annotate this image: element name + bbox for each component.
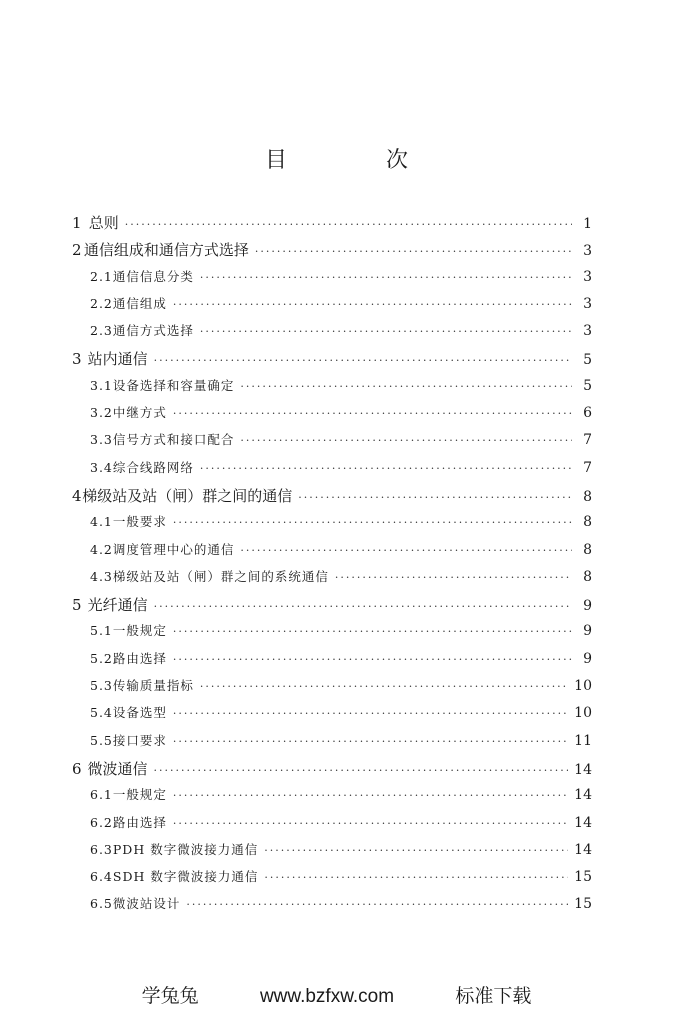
toc-entry-number: 3.1 [90,377,113,393]
toc-entry-page: 8 [583,514,592,531]
toc-entry[interactable] [72,348,592,375]
toc-entry[interactable] [72,703,592,730]
toc-leader-dots [125,219,572,230]
toc-entry-page: 8 [583,488,592,505]
footer-tagline: 标准下载 [455,986,532,1007]
toc-entry[interactable] [72,813,592,840]
toc-entry-page: 8 [583,541,592,558]
toc-entry-number: 3.3 [90,432,113,448]
toc-entry-number: 4.1 [90,514,113,530]
toc-entry[interactable] [72,376,592,403]
toc-entry-label: 一般规定 [112,623,167,639]
toc-entry-label: 通信信息分类 [112,268,194,284]
toc-entry-page: 9 [583,623,592,640]
toc-leader-dots [173,299,572,310]
toc-entry-label: 综合线路网络 [112,459,194,475]
toc-entry[interactable] [72,594,592,621]
toc-leader-dots [154,355,572,366]
toc-leader-dots [298,492,572,503]
toc-entry-label: 传输质量指标 [112,678,194,694]
toc-entry-page: 11 [574,732,592,749]
toc-entry-label: 一般规定 [112,787,167,803]
toc-entry-label: 调度管理中心的通信 [112,541,235,557]
toc-entry-page: 5 [583,352,592,369]
toc-entry-number: 5.4 [90,705,113,721]
toc-entry[interactable] [72,430,592,457]
toc-entry-label: SDH 数字微波接力通信 [112,869,259,885]
toc-entry-page: 15 [574,896,592,913]
toc-entry-number: 2.2 [90,295,113,311]
toc-entry-number: 5.2 [90,650,113,666]
toc-leader-dots [173,626,572,637]
toc-leader-dots [154,601,572,612]
toc-entry-label: 梯级站及站（闸）群之间的通信 [82,486,293,505]
toc-leader-dots [200,463,572,474]
toc-entry-number: 6.3 [90,841,113,857]
toc-leader-dots [173,517,572,528]
toc-entry-page: 6 [583,405,592,422]
toc-leader-dots [335,572,572,583]
toc-entry-number: 6.1 [90,787,113,803]
toc-entry-number: 4.2 [90,541,113,557]
toc-entry[interactable] [72,676,592,703]
toc-entry-label: 通信方式选择 [112,323,194,339]
toc-leader-dots [264,845,568,856]
toc-leader-dots [200,681,568,692]
toc-entry-label: 路由选择 [112,814,167,830]
toc-leader-dots [255,246,572,257]
toc-entry-number: 2.1 [90,268,113,284]
toc-entry-page: 1 [583,216,592,232]
toc-entry[interactable] [72,621,592,648]
toc-leader-dots [173,708,568,719]
toc-entry[interactable] [72,731,592,758]
toc-entry-page: 3 [583,268,592,285]
toc-entry-label: 通信组成和通信方式选择 [83,241,249,260]
toc-entry-page: 5 [583,377,592,394]
toc-entry-number: 5 [72,596,82,615]
toc-entry-page: 8 [583,568,592,585]
toc-entry-page: 14 [574,787,592,804]
toc-entry[interactable] [72,458,592,485]
toc-entry-label: 总则 [88,214,119,232]
toc-entry-page: 15 [574,869,592,886]
toc-entry[interactable] [72,567,592,594]
toc-entry[interactable] [72,649,592,676]
toc-entry-number: 4.3 [90,568,113,584]
toc-entry[interactable] [72,785,592,812]
toc-entry-number: 3.2 [90,405,113,421]
toc-leader-dots [173,654,572,665]
toc-entry[interactable] [72,403,592,430]
toc-entry[interactable] [72,840,592,867]
toc-entry-number: 2.3 [90,323,113,339]
toc-entry-label: 站内通信 [87,350,148,369]
toc-entry[interactable] [72,867,592,894]
toc-leader-dots [173,818,568,829]
toc-entry-label: 微波通信 [87,759,148,778]
toc-leader-dots [240,381,572,392]
toc-entry-page: 10 [574,678,592,695]
toc-entry-number: 6.5 [90,896,113,912]
toc-entry-number: 1 [72,214,82,232]
toc-entry[interactable] [72,267,592,294]
toc-entry-number: 5.3 [90,678,113,694]
toc-entry[interactable] [72,485,592,512]
footer [0,981,673,1008]
toc-entry[interactable] [72,894,592,921]
toc-entry[interactable] [72,321,592,348]
toc-entry-label: 设备选择和容量确定 [112,377,235,393]
page-title: 目 次 [265,148,454,173]
toc-entry-page: 7 [583,459,592,476]
toc-entry[interactable] [72,212,592,239]
toc-entry-label: 一般要求 [112,514,167,530]
toc-leader-dots [240,545,572,556]
toc-entry-page: 14 [574,761,592,778]
toc-leader-dots [154,765,569,776]
toc-entry-number: 2 [72,241,82,260]
toc-entry-page: 9 [583,598,592,615]
toc-entry[interactable] [72,239,592,266]
toc-leader-dots [200,272,572,283]
toc-entry-page: 9 [583,650,592,667]
toc-entry-label: 路由选择 [112,650,167,666]
toc-entry-page: 3 [583,295,592,312]
toc-entry-label: 设备选型 [112,705,167,721]
toc-leader-dots [264,872,568,883]
toc-entry[interactable] [72,540,592,567]
toc-entry-page: 3 [583,243,592,260]
toc-entry[interactable] [72,758,592,785]
toc-entry-label: PDH 数字微波接力通信 [112,841,259,857]
footer-site-name: 学兔兔 [141,986,199,1007]
toc-leader-dots [186,899,568,910]
toc-entry-label: 通信组成 [112,295,167,311]
toc-entry-number: 6.2 [90,814,113,830]
toc-entry-number: 3 [72,350,82,369]
toc-entry-number: 5.5 [90,732,113,748]
toc-entry-page: 14 [574,814,592,831]
toc-leader-dots [240,435,572,446]
toc-leader-dots [173,408,572,419]
toc-entry-label: 中继方式 [112,405,167,421]
footer-url[interactable]: www.bzfxw.com [259,986,395,1007]
toc-entry-number: 5.1 [90,623,113,639]
toc-entry-number: 3.4 [90,459,113,475]
toc-leader-dots [200,326,572,337]
toc-entry-label: 光纤通信 [87,596,148,615]
toc-entry[interactable] [72,512,592,539]
toc-entry-label: 接口要求 [112,732,167,748]
toc-entry-label: 信号方式和接口配合 [112,432,235,448]
toc-entry-number: 4 [72,486,82,505]
toc-entry-label: 梯级站及站（闸）群之间的系统通信 [112,568,329,584]
toc-leader-dots [173,736,568,747]
toc-entry-label: 微波站设计 [112,896,181,912]
toc-entry-number: 6 [72,759,82,778]
toc-leader-dots [173,790,568,801]
toc-entry[interactable] [72,294,592,321]
toc-entry-number: 6.4 [90,869,113,885]
toc-entry-page: 10 [574,705,592,722]
toc-entry-page: 7 [583,432,592,449]
toc-entry-page: 3 [583,323,592,340]
table-of-contents [72,212,592,922]
toc-entry-page: 14 [574,841,592,858]
